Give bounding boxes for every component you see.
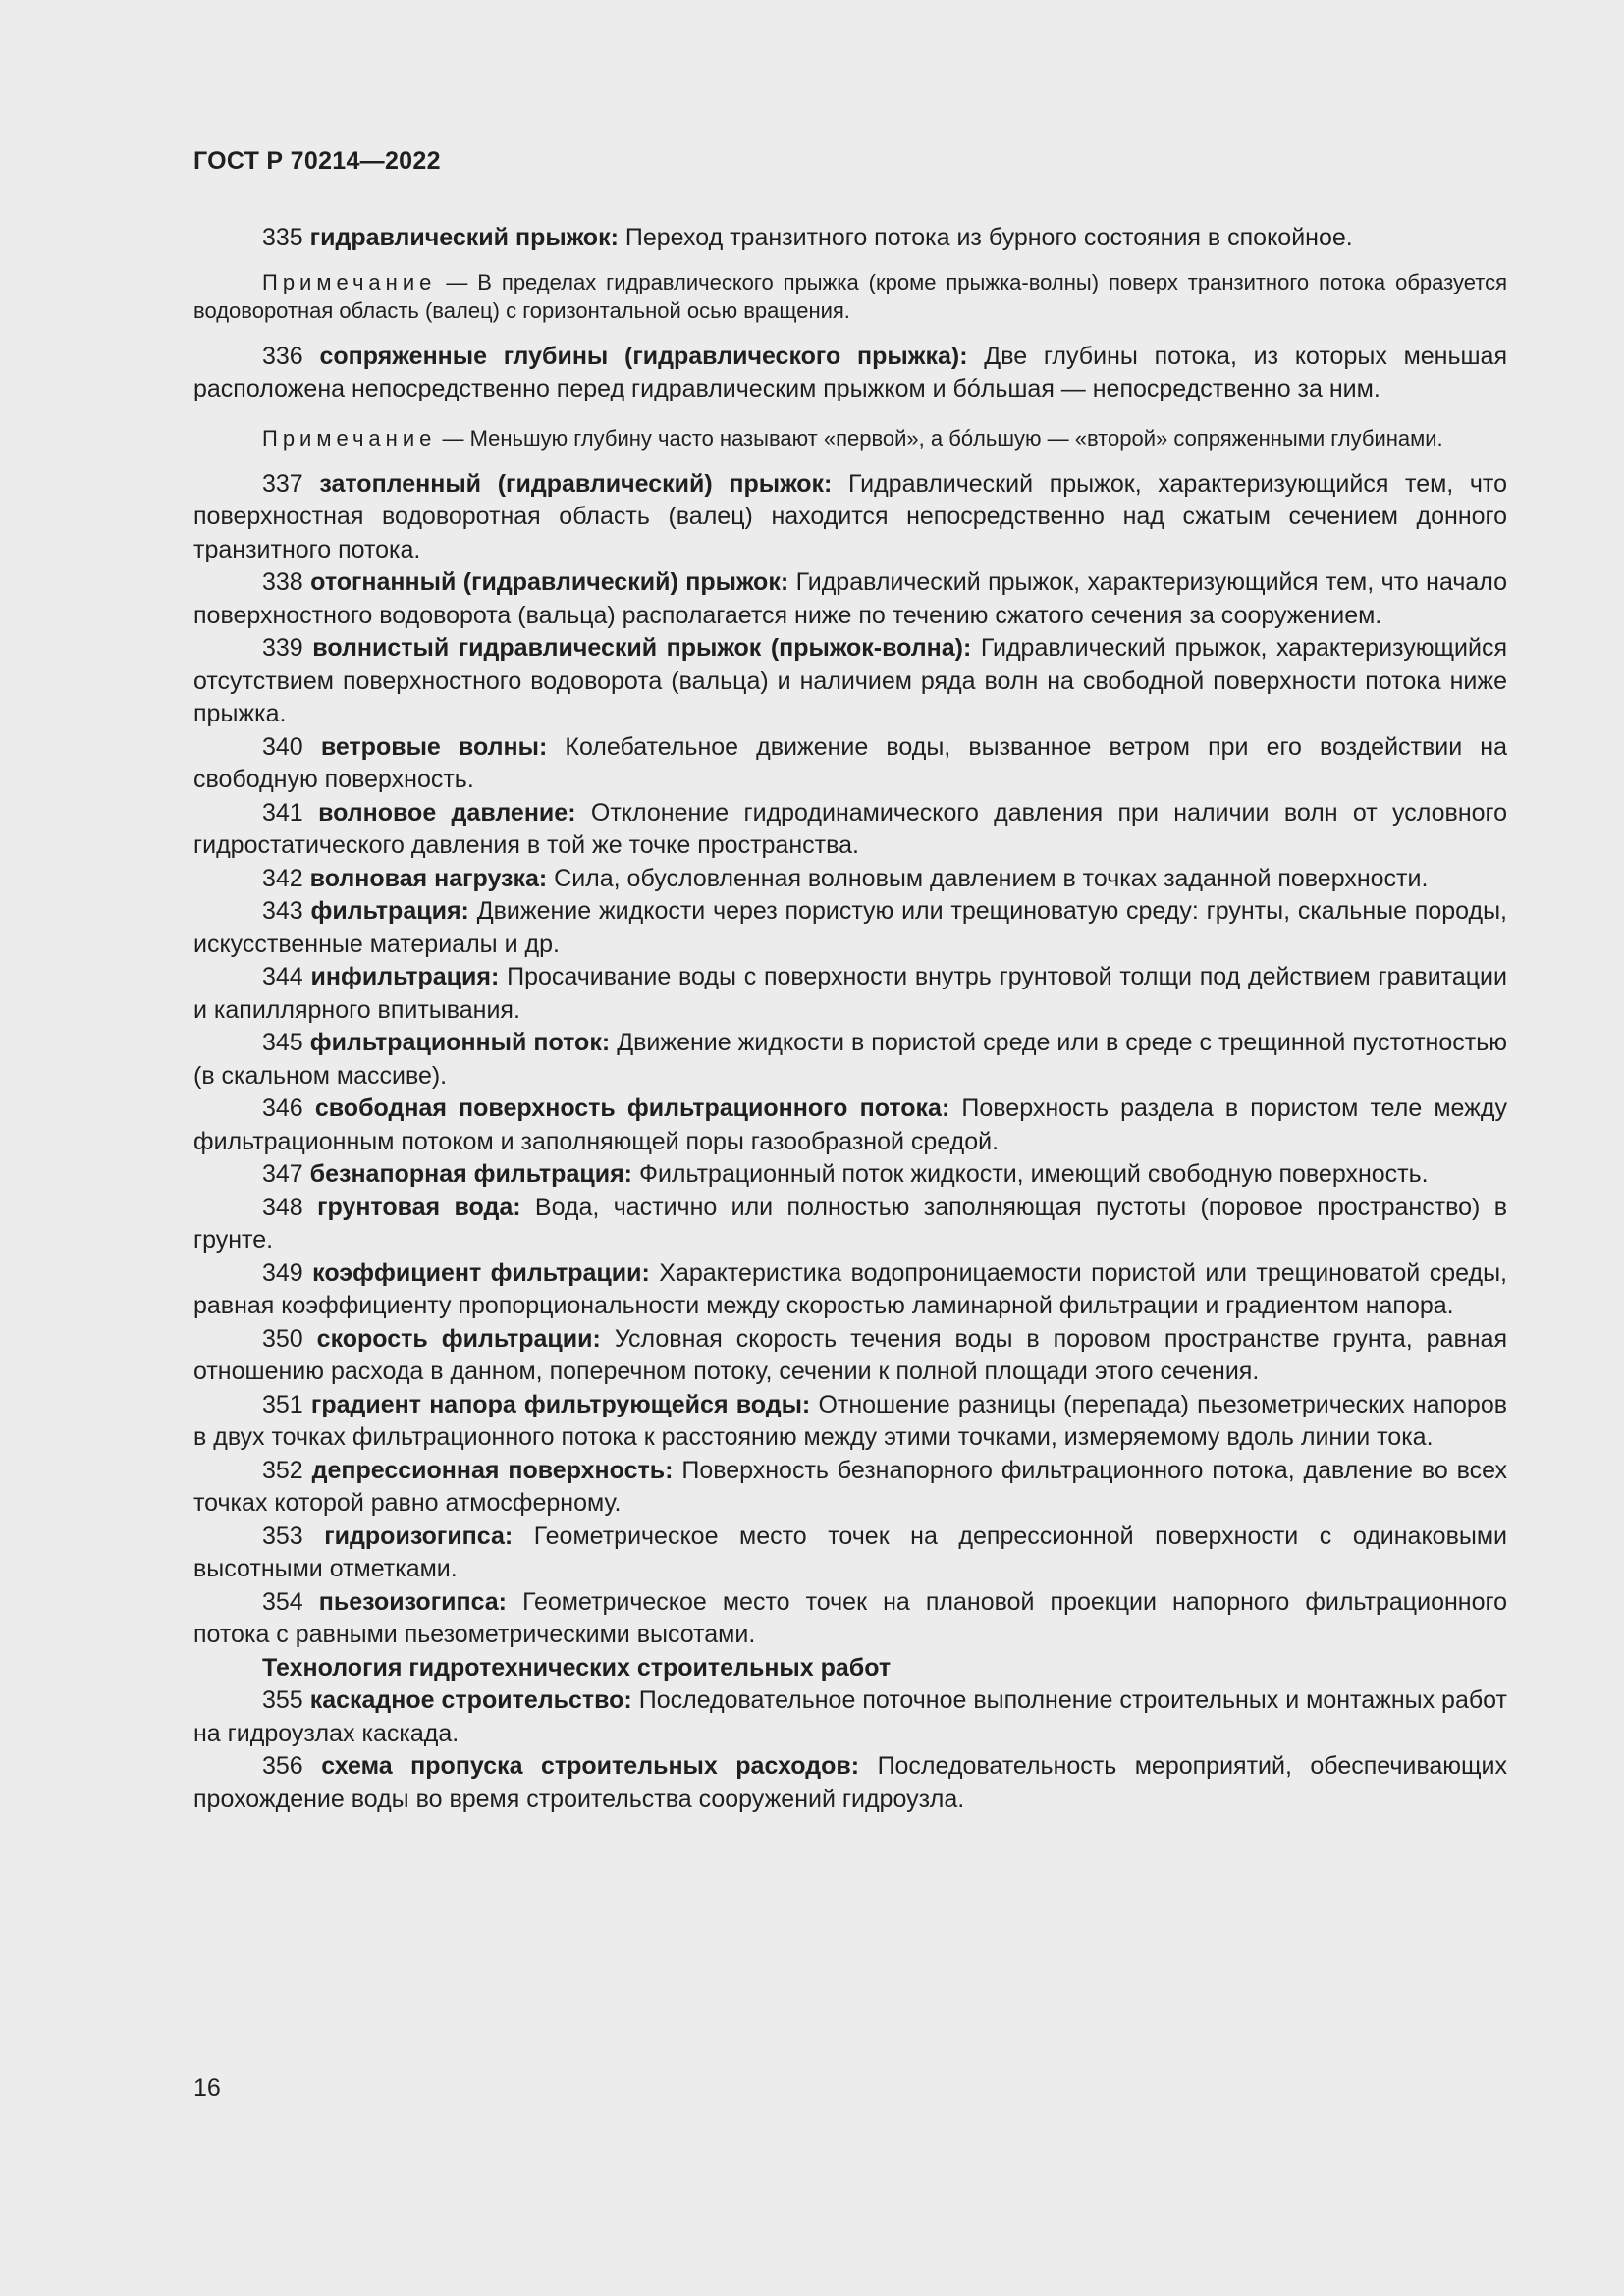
term-title: фильтрация: (310, 897, 469, 925)
term-definition: Вода, частично или полностью заполняющая пустоты (поровое пространство) в грунте. (193, 1193, 1507, 1254)
term-entry-355 (193, 1684, 1507, 1750)
term-title: грунтовая вода: (317, 1193, 521, 1221)
term-definition: Геометрическое место точек на депрессионной поверхности с одинаковыми высотными отметками. (193, 1522, 1507, 1582)
term-number: 349 (262, 1258, 303, 1287)
term-entry-344 (193, 961, 1507, 1027)
term-definition: Сила, обусловленная волновым давлением в точках заданной поверхности. (554, 864, 1429, 892)
term-entry-348 (193, 1192, 1507, 1257)
term-number: 355 (262, 1686, 303, 1714)
term-number: 336 (262, 342, 303, 370)
term-number: 347 (262, 1160, 303, 1188)
term-title: схема пропуска строительных расходов: (321, 1752, 860, 1780)
note-336 (193, 424, 1507, 453)
term-number: 348 (262, 1193, 303, 1221)
term-title: коэффициент фильтрации: (312, 1258, 650, 1287)
term-number: 342 (262, 864, 303, 892)
note-text: — В пределах гидравлического прыжка (кроме прыжка-волны) поверх транзитного потока образуется водоворотная область (валец) с горизонтальной осью вращения. (193, 269, 1507, 323)
term-entry-352 (193, 1455, 1507, 1521)
term-definition: Колебательное движение воды, вызванное ветром при его воздействии на свободную поверхность. (193, 732, 1507, 793)
term-number: 356 (262, 1752, 303, 1780)
term-number: 354 (262, 1587, 303, 1616)
term-definition: Гидравлический прыжок, характеризующийся тем, что поверхностная водоворотная область (валец) находится непосредственно над сжатым сечением донного транзитного потока. (193, 469, 1507, 563)
term-entry-336 (193, 341, 1507, 406)
term-title: градиент напора фильтрующейся воды: (310, 1390, 811, 1418)
term-number: 335 (262, 224, 303, 251)
section-title: Технология гидротехнических строительных работ (262, 1653, 892, 1682)
term-title: депрессионная поверхность: (311, 1456, 674, 1484)
term-entry-350 (193, 1323, 1507, 1389)
term-definition: Движение жидкости через пористую или трещиноватую среду: грунты, скальные породы, искусственные материалы и др. (193, 897, 1507, 958)
term-title: пьезоизогипса: (318, 1587, 508, 1616)
term-definition: Последовательное поточное выполнение строительных и монтажных работ на гидроузлах каскада. (193, 1686, 1507, 1747)
term-entry-341 (193, 797, 1507, 863)
term-title: гидроизогипса: (324, 1522, 514, 1550)
term-definition: Переход транзитного потока из бурного состояния в спокойное. (624, 224, 1353, 251)
term-entry-337 (193, 468, 1507, 567)
term-definition: Геометрическое место точек на плановой проекции напорного фильтрационного потока с равными пьезометрическими высотами. (193, 1587, 1507, 1648)
term-entry-340 (193, 731, 1507, 797)
term-entry-347 (193, 1158, 1507, 1192)
term-title: волновое давление: (318, 798, 576, 827)
term-number: 350 (262, 1324, 303, 1353)
term-number: 340 (262, 732, 303, 761)
page-number: 16 (193, 2074, 221, 2102)
term-entry-349 (193, 1257, 1507, 1323)
term-title: скорость фильтрации: (316, 1324, 601, 1353)
term-entry-342 (193, 863, 1507, 896)
term-number: 338 (262, 568, 303, 596)
term-number: 344 (262, 963, 303, 990)
term-definition: Поверхность раздела в пористом теле между фильтрационным потоком и заполняющей поры газообразной средой. (193, 1095, 1507, 1155)
term-definition: Поверхность безнапорного фильтрационного потока, давление во всех точках которой равно атмосферному. (193, 1456, 1507, 1517)
term-entry-339 (193, 632, 1507, 731)
term-definition: Фильтрационный поток жидкости, имеющий свободную поверхность. (638, 1160, 1429, 1188)
note-335 (193, 268, 1507, 325)
term-definition: Отношение разницы (перепада) пьезометрических напоров в двух точках фильтрационного потока к расстоянию между этими точками, измеряемому вдоль линии тока. (193, 1390, 1508, 1451)
term-title: фильтрационный поток: (309, 1029, 611, 1056)
term-title: волнистый гидравлический прыжок (прыжок-волна): (312, 634, 972, 662)
term-number: 339 (262, 634, 303, 662)
term-entry-338 (193, 566, 1507, 632)
term-title: волновая нагрузка: (309, 864, 548, 892)
term-number: 352 (262, 1456, 303, 1484)
term-title: затопленный (гидравлический) прыжок: (319, 469, 833, 498)
term-definition: Последовательность мероприятий, обеспечивающих прохождение воды во время строительства сооружений гидроузла. (193, 1752, 1508, 1813)
document-body (193, 222, 1507, 1816)
term-entry-354 (193, 1586, 1507, 1652)
term-number: 341 (262, 798, 303, 827)
term-entry-351 (193, 1389, 1507, 1455)
term-entry-353 (193, 1521, 1507, 1586)
term-definition: Гидравлический прыжок, характеризующийся отсутствием поверхностного водоворота (вальца) и наличием ряда волн на свободной поверхности потока ниже прыжка. (193, 634, 1507, 727)
term-definition: Движение жидкости в пористой среде или в среде с трещинной пустотностью (в скальном массиве). (193, 1029, 1507, 1090)
term-number: 343 (262, 897, 303, 925)
term-definition: Просачивание воды с поверхности внутрь грунтовой толщи под действием гравитации и капиллярного впитывания. (193, 963, 1507, 1024)
term-title: безнапорная фильтрация: (309, 1160, 632, 1188)
term-definition: Условная скорость течения воды в поровом пространстве грунта, равная отношению расхода в данном, поперечном потоку, сечении к полной площади этого сечения. (193, 1324, 1507, 1385)
term-entry-356 (193, 1750, 1507, 1816)
term-definition: Гидравлический прыжок, характеризующийся тем, что начало поверхностного водоворота (вальца) располагается ниже по течению сжатого сечения за сооружением. (193, 568, 1508, 629)
term-title: сопряженные глубины (гидравлического прыжка): (319, 342, 968, 370)
term-number: 345 (262, 1029, 303, 1056)
term-number: 337 (262, 469, 303, 498)
term-definition: Отклонение гидродинамического давления при наличии волн от условного гидростатического давления в той же точке пространства. (193, 798, 1507, 859)
term-title: гидравлический прыжок: (309, 224, 619, 251)
term-definition: Две глубины потока, из которых меньшая расположена непосредственно перед гидравлическим прыжком и бóльшая — непосредственно за ним. (193, 342, 1508, 402)
term-title: отогнанный (гидравлический) прыжок: (310, 568, 789, 596)
term-number: 351 (262, 1390, 303, 1418)
note-label: Примечание (262, 425, 437, 451)
term-number: 353 (262, 1522, 303, 1550)
term-title: ветровые волны: (320, 732, 548, 761)
term-title: свободная поверхность фильтрационного потока: (314, 1095, 950, 1122)
term-title: каскадное строительство: (309, 1686, 632, 1714)
term-title: инфильтрация: (310, 963, 500, 990)
term-entry-343 (193, 895, 1507, 961)
note-label: Примечание (262, 269, 437, 294)
term-definition: Характеристика водопроницаемости пористой или трещиноватой среды, равная коэффициенту пропорциональности между скоростью ламинарной фильтрации и градиентом напора. (193, 1258, 1507, 1319)
term-entry-346 (193, 1093, 1507, 1158)
note-text: — Меньшую глубину часто называют «первой», а бóльшую — «второй» сопряженными глубинами. (442, 425, 1443, 451)
term-entry-345 (193, 1027, 1507, 1093)
term-number: 346 (262, 1095, 303, 1122)
term-entry-335 (193, 222, 1507, 255)
document-header: ГОСТ Р 70214—2022 (193, 147, 441, 175)
